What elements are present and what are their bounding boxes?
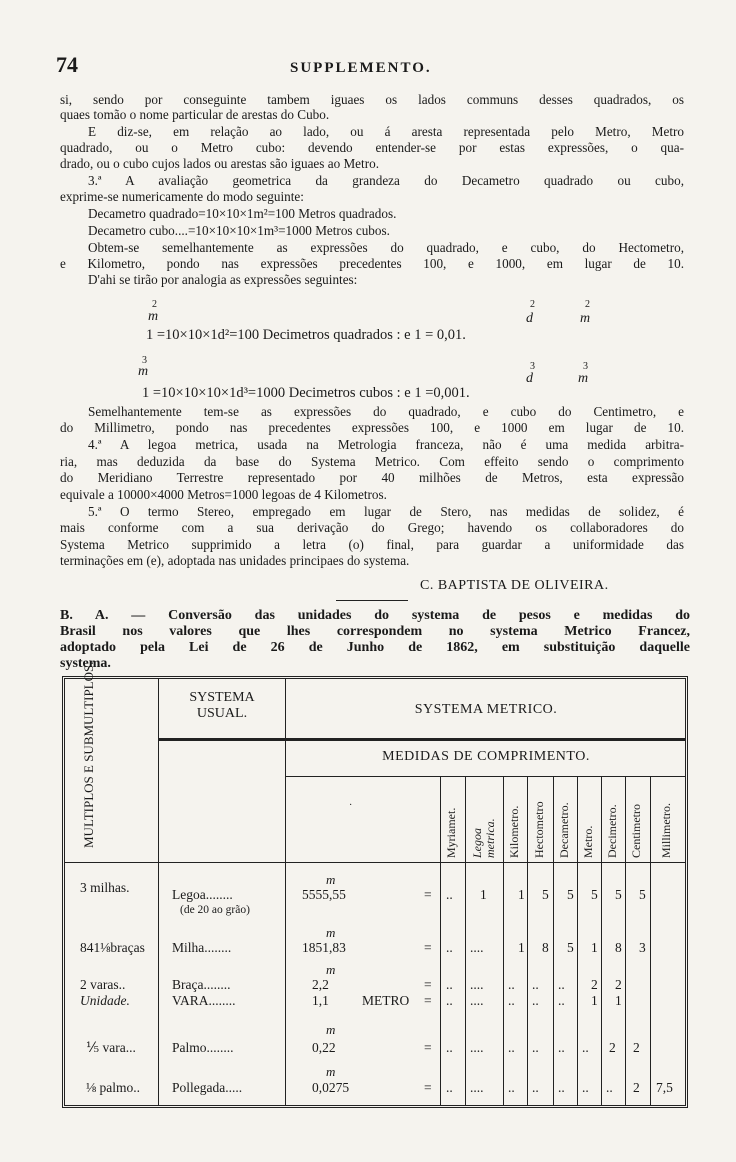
col-header-multiplos: MULTIPLOS E SUBMULTIPLOS. xyxy=(81,661,96,848)
cell-digit: .. xyxy=(532,1080,539,1095)
cell-digit: 3 xyxy=(639,940,646,955)
table-divider xyxy=(65,862,686,863)
cell-multiplo: ⅛ palmo.. xyxy=(86,1080,140,1095)
cell-digit: 5 xyxy=(567,940,574,955)
cell-digit: 7,5 xyxy=(656,1080,673,1095)
cell-multiplo: ⅕ vara... xyxy=(86,1040,136,1055)
table-divider xyxy=(527,777,528,1105)
cell-digit: .... xyxy=(470,1040,484,1055)
cell-digit: .. xyxy=(532,1040,539,1055)
cell-digit: .. xyxy=(508,993,515,1008)
cell-usual: Pollegada..... xyxy=(172,1080,243,1095)
cell-digit: 5 xyxy=(639,887,646,902)
cell-digit: .. xyxy=(582,1080,589,1095)
cell-digit: 1 xyxy=(591,940,598,955)
cell-digit: .. xyxy=(558,1080,565,1095)
cell-digit: .. xyxy=(532,977,539,992)
table-divider xyxy=(286,776,686,777)
col-header-metrico: SYSTEMA METRICO. xyxy=(414,702,558,717)
cell-digit: .. xyxy=(446,1080,453,1095)
text-line: e Kilometro, pondo nas expressões precedentes 100, e 1000, em lugar de 10. xyxy=(60,256,684,271)
cell-value: 1851,83 xyxy=(302,940,346,955)
cell-digit: .. xyxy=(446,940,453,955)
formula-exponent: 2 xyxy=(530,299,535,310)
cell-digit: 1 xyxy=(518,940,525,955)
formula-exponent: 2 xyxy=(585,299,590,310)
metro-label: METRO xyxy=(362,993,410,1008)
cell-digit: 5 xyxy=(542,887,549,902)
table-divider xyxy=(158,679,159,1105)
cell-digit: .... xyxy=(470,993,484,1008)
text-line: Decametro cubo....=10×10×10×1m³=1000 Metros cubos. xyxy=(88,223,390,238)
cell-digit: 1 xyxy=(615,993,622,1008)
cell-digit: .. xyxy=(446,993,453,1008)
unit-col-header: Decametro. xyxy=(557,802,571,858)
cell-digit: .... xyxy=(470,940,484,955)
cell-multiplo: 841⅛braças xyxy=(80,940,145,955)
cell-value: 2,2 xyxy=(312,977,329,992)
unit-symbol: m xyxy=(326,962,336,977)
cell-usual: VARA........ xyxy=(172,993,236,1008)
equals-sign: = xyxy=(424,887,432,902)
unit-col-header: Myriamet. xyxy=(444,807,458,858)
cell-usual: Palmo........ xyxy=(172,1040,234,1055)
text-line: E diz-se, em relação ao lado, ou á aresta representada pelo Metro, Metro xyxy=(88,124,684,139)
heading-line: systema. xyxy=(60,656,111,671)
cell-usual: Milha........ xyxy=(172,940,232,955)
text-line: ria, mas deduzida da base do Systema Metrico. Com effeito sendo o comprimento xyxy=(60,454,684,469)
table-divider xyxy=(577,777,578,1105)
unit-symbol: m xyxy=(326,925,336,940)
col-header-usual: SYSTEMA USUAL. xyxy=(189,690,255,721)
formula-unit: m xyxy=(580,311,591,326)
unit-symbol: m xyxy=(326,1064,336,1079)
cell-multiplo: Unidade. xyxy=(80,993,130,1008)
formula-unit: m xyxy=(578,371,589,386)
cell-digit: .... xyxy=(470,1080,484,1095)
text-line: drado, ou o cubo cujos lados ou arestas são iguaes ao Metro. xyxy=(60,156,379,171)
text-line: 4.ª A legoa metrica, usada na Metrologia franceza, não é uma medida arbitra- xyxy=(88,437,684,452)
table-divider xyxy=(650,777,651,1105)
text-line: si, sendo por conseguinte tambem iguaes os lados communs desses quadrados, os xyxy=(60,92,684,107)
cell-digit: .. xyxy=(582,1040,589,1055)
text-line: 3.ª A avaliação geometrica da grandeza do Decametro quadrado ou cubo, xyxy=(88,173,684,188)
table-divider xyxy=(625,777,626,1105)
table-divider xyxy=(503,777,504,1105)
cell-usual: Legoa........ xyxy=(172,887,233,902)
formula-unit: m xyxy=(148,309,159,324)
cell-digit: 2 xyxy=(609,1040,616,1055)
page-number: 74 xyxy=(56,52,78,77)
formula-line: 1 =10×10×1d²=100 Decimetros quadrados : e 1 = 0,01. xyxy=(146,327,466,343)
unit-symbol: m xyxy=(326,1022,336,1037)
cell-digit: .. xyxy=(508,977,515,992)
unit-col-header: Legoa metrica. xyxy=(470,818,497,858)
text-line: D'ahi se tirão por analogia as expressões seguintes: xyxy=(88,272,358,287)
equals-sign: = xyxy=(424,1040,432,1055)
text-line: do Meridiano Terrestre representado por 40 milhões de Metros, esta expressão xyxy=(60,470,684,485)
cell-digit: 2 xyxy=(615,977,622,992)
cell-digit: .. xyxy=(508,1080,515,1095)
formula-exponent: 2 xyxy=(152,299,157,310)
cell-digit: 5 xyxy=(615,887,622,902)
cell-digit: 8 xyxy=(615,940,622,955)
table-divider xyxy=(440,777,441,1105)
cell-digit: 8 xyxy=(542,940,549,955)
text-line: quadrado, ou o Metro cubo: devendo entender-se por estas expressões, o qua- xyxy=(60,140,684,155)
cell-digit: 2 xyxy=(591,977,598,992)
signature: C. BAPTISTA DE OLIVEIRA. xyxy=(420,578,609,593)
text-line: quaes tomão o nome particular de arestas do Cubo. xyxy=(60,107,330,122)
cell-digit: .. xyxy=(558,977,565,992)
page-header-title: SUPPLEMENTO. xyxy=(290,60,432,76)
heading-line: Brasil nos valores que lhes correspondem no systema Metrico Francez, xyxy=(60,624,690,639)
divider xyxy=(336,600,408,601)
text-line: 5.ª O termo Stereo, empregado em lugar de Stero, nas medidas de solidez, é xyxy=(88,504,684,519)
unit-col-header: Millimetro. xyxy=(659,803,673,858)
cell-digit: 2 xyxy=(633,1080,640,1095)
equals-sign: = xyxy=(424,1080,432,1095)
header-dot: · xyxy=(349,800,353,811)
cell-digit: .. xyxy=(558,1040,565,1055)
formula-line: 1 =10×10×10×1d³=1000 Decimetros cubos : e 1 =0,001. xyxy=(142,385,470,401)
unit-col-header: Centimetro xyxy=(629,804,643,858)
cell-digit: .. xyxy=(532,993,539,1008)
cell-digit: 1 xyxy=(518,887,525,902)
unit-col-header: Hectometro xyxy=(532,801,546,858)
cell-multiplo: 2 varas.. xyxy=(80,977,126,992)
cell-digit: .. xyxy=(508,1040,515,1055)
cell-digit: .... xyxy=(470,977,484,992)
formula-exponent: 3 xyxy=(530,361,535,372)
unit-symbol: m xyxy=(326,872,336,887)
cell-digit: .. xyxy=(606,1080,613,1095)
cell-value: 1,1 xyxy=(312,993,329,1008)
table-divider xyxy=(465,777,466,1105)
cell-usual: Braça........ xyxy=(172,977,231,992)
cell-usual-note: (de 20 ao grão) xyxy=(180,904,250,916)
cell-digit: .. xyxy=(446,1040,453,1055)
text-line: exprime-se numericamente do modo seguinte: xyxy=(60,189,304,204)
cell-digit: 5 xyxy=(591,887,598,902)
table-divider xyxy=(553,777,554,1105)
table-divider xyxy=(601,777,602,1105)
heading-line: adoptado pela Lei de 26 de Junho de 1862, em substituição daquelle xyxy=(60,640,690,655)
cell-digit: .. xyxy=(558,993,565,1008)
text-line: Semelhantemente tem-se as expressões do quadrado, e cubo do Centimetro, e xyxy=(88,404,684,419)
text-line: equivale a 10000×4000 Metros=1000 legoas de 4 Kilometros. xyxy=(60,487,387,502)
formula-unit: m xyxy=(138,364,149,379)
text-line: Systema Metrico supprimido a letra (o) final, para guardar a uniformidade das xyxy=(60,537,684,552)
cell-digit: 5 xyxy=(567,887,574,902)
cell-value: 5555,55 xyxy=(302,887,346,902)
equals-sign: = xyxy=(424,993,432,1008)
equals-sign: = xyxy=(424,940,432,955)
text-line: Decametro quadrado=10×10×1m²=100 Metros quadrados. xyxy=(88,206,397,221)
text-line: Obtem-se semelhantemente as expressões do quadrado, e cubo, do Hectometro, xyxy=(88,240,684,255)
cell-multiplo: 3 milhas. xyxy=(80,880,130,895)
formula-unit: d xyxy=(526,311,533,326)
formula-unit: d xyxy=(526,371,533,386)
text-line: do Millimetro, pondo nas precedentes expressões 100, e 1000 em lugar de 10. xyxy=(60,420,684,435)
cell-value: 0,22 xyxy=(312,1040,336,1055)
cell-digit: 2 xyxy=(633,1040,640,1055)
text-line: mais conforme com a sua derivação do Grego; havendo os collaboradores do xyxy=(60,520,684,535)
unit-col-header: Metro. xyxy=(581,825,595,858)
unit-col-header: Kilometro. xyxy=(507,805,521,858)
table-divider xyxy=(285,679,286,1105)
table-divider xyxy=(159,738,285,741)
cell-digit: .. xyxy=(446,977,453,992)
equals-sign: = xyxy=(424,977,432,992)
cell-digit: 1 xyxy=(480,887,487,902)
heading-line: B. A. — Conversão das unidades do systema de pesos e medidas do xyxy=(60,608,690,623)
unit-col-header: Decimetro. xyxy=(605,804,619,858)
formula-exponent: 3 xyxy=(142,355,147,366)
cell-digit: .. xyxy=(446,887,453,902)
cell-digit: 1 xyxy=(591,993,598,1008)
table-divider xyxy=(286,738,686,741)
cell-value: 0,0275 xyxy=(312,1080,350,1095)
formula-exponent: 3 xyxy=(583,361,588,372)
text-line: terminações em (e), adoptada nas unidades principaes do systema. xyxy=(60,553,410,568)
sub-header-comprimento: MEDIDAS DE COMPRIMENTO. xyxy=(382,749,590,764)
